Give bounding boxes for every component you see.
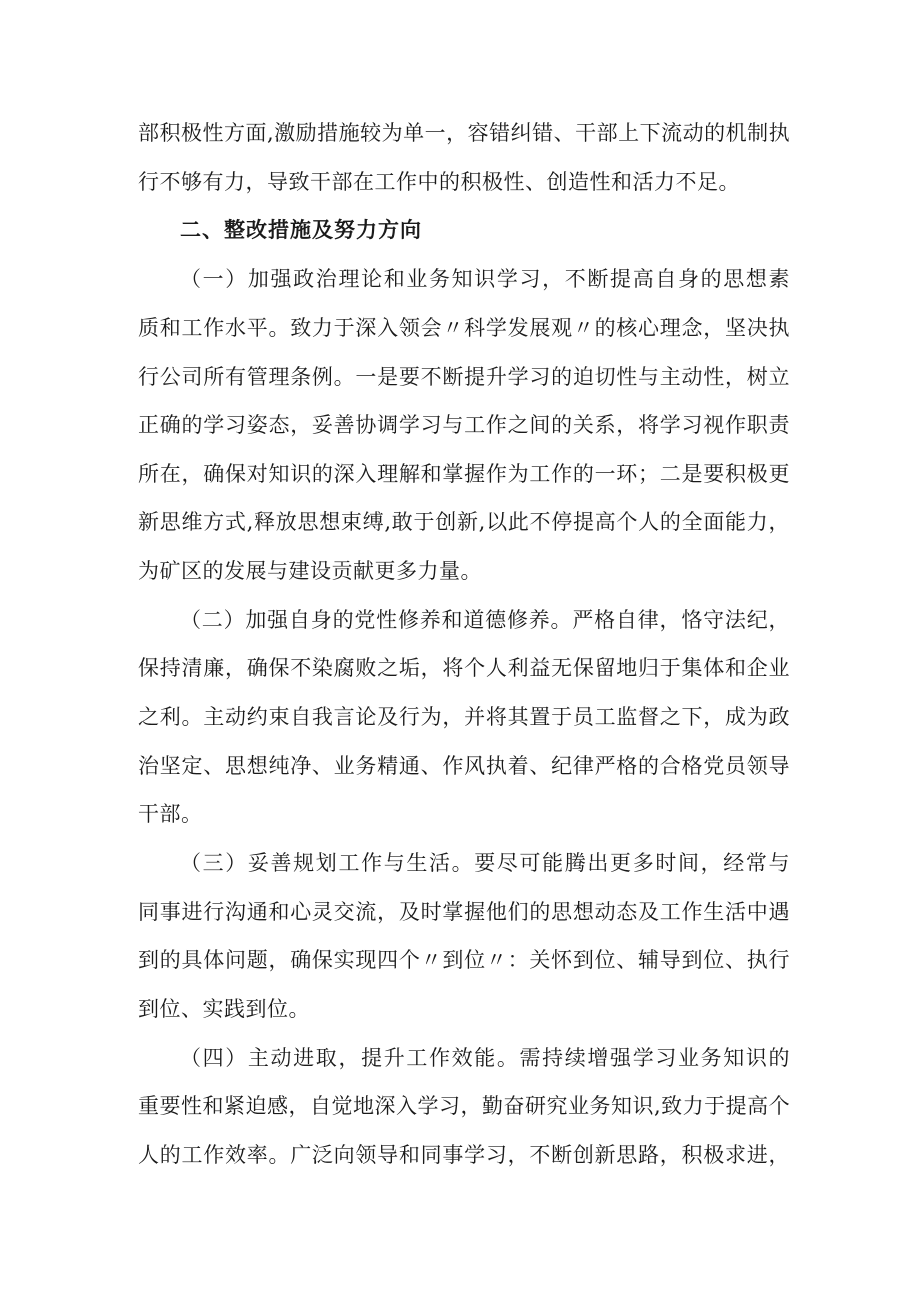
section-heading: 二、整改措施及努力方向: [180, 218, 422, 242]
paragraph-line: 同事进行沟通和心灵交流，及时掌握他们的思想动态及工作生活中遇: [138, 900, 790, 924]
paragraph-line: 治坚定、思想纯净、业务精通、作风执着、纪律严格的合格党员领导: [138, 754, 790, 778]
paragraph-line: （三）妥善规划工作与生活。要尽可能腾出更多时间，经常与: [180, 851, 790, 875]
paragraph-line: 重要性和紧迫感，自觉地深入学习，勤奋研究业务知识,致力于提高个: [138, 1094, 790, 1118]
paragraph-line: 保持清廉，确保不染腐败之垢，将个人利益无保留地归于集体和企业: [138, 656, 790, 680]
paragraph-line: 新思维方式,释放思想束缚,敢于创新,以此不停提高个人的全面能力，: [138, 510, 790, 534]
paragraph-line: 之利。主动约束自我言论及行为，并将其置于员工监督之下，成为政: [138, 705, 790, 729]
paragraph-line: 到的具体问题，确保实现四个〃到位〃：关怀到位、辅导到位、执行: [138, 948, 790, 972]
paragraph-line: 为矿区的发展与建设贡献更多力量。: [138, 559, 482, 583]
paragraph-line: 行公司所有管理条例。一是要不断提升学习的迫切性与主动性，树立: [138, 365, 790, 389]
paragraph-line: 正确的学习姿态，妥善协调学习与工作之间的关系，将学习视作职责: [138, 413, 790, 437]
paragraph-line: 人的工作效率。广泛向领导和同事学习，不断创新思路，积极求进，: [138, 1143, 790, 1167]
paragraph-line: 干部。: [138, 802, 203, 826]
paragraph-line: （一）加强政治理论和业务知识学习，不断提高自身的思想素: [180, 267, 790, 291]
paragraph-line: 质和工作水平。致力于深入领会〃科学发展观〃的核心理念，坚决执: [138, 316, 790, 340]
paragraph-line: 所在，确保对知识的深入理解和掌握作为工作的一环；二是要积极更: [138, 462, 790, 486]
paragraph-line: （二）加强自身的党性修养和道德修养。严格自律，恪守法纪，: [180, 608, 790, 632]
paragraph-line: 行不够有力，导致干部在工作中的积极性、创造性和活力不足。: [138, 170, 740, 194]
paragraph-line: 到位、实践到位。: [138, 997, 310, 1021]
paragraph-line: （四）主动进取，提升工作效能。需持续增强学习业务知识的: [180, 1046, 790, 1070]
paragraph-line: 部积极性方面,激励措施较为单一，容错纠错、干部上下流动的机制执: [138, 121, 790, 145]
